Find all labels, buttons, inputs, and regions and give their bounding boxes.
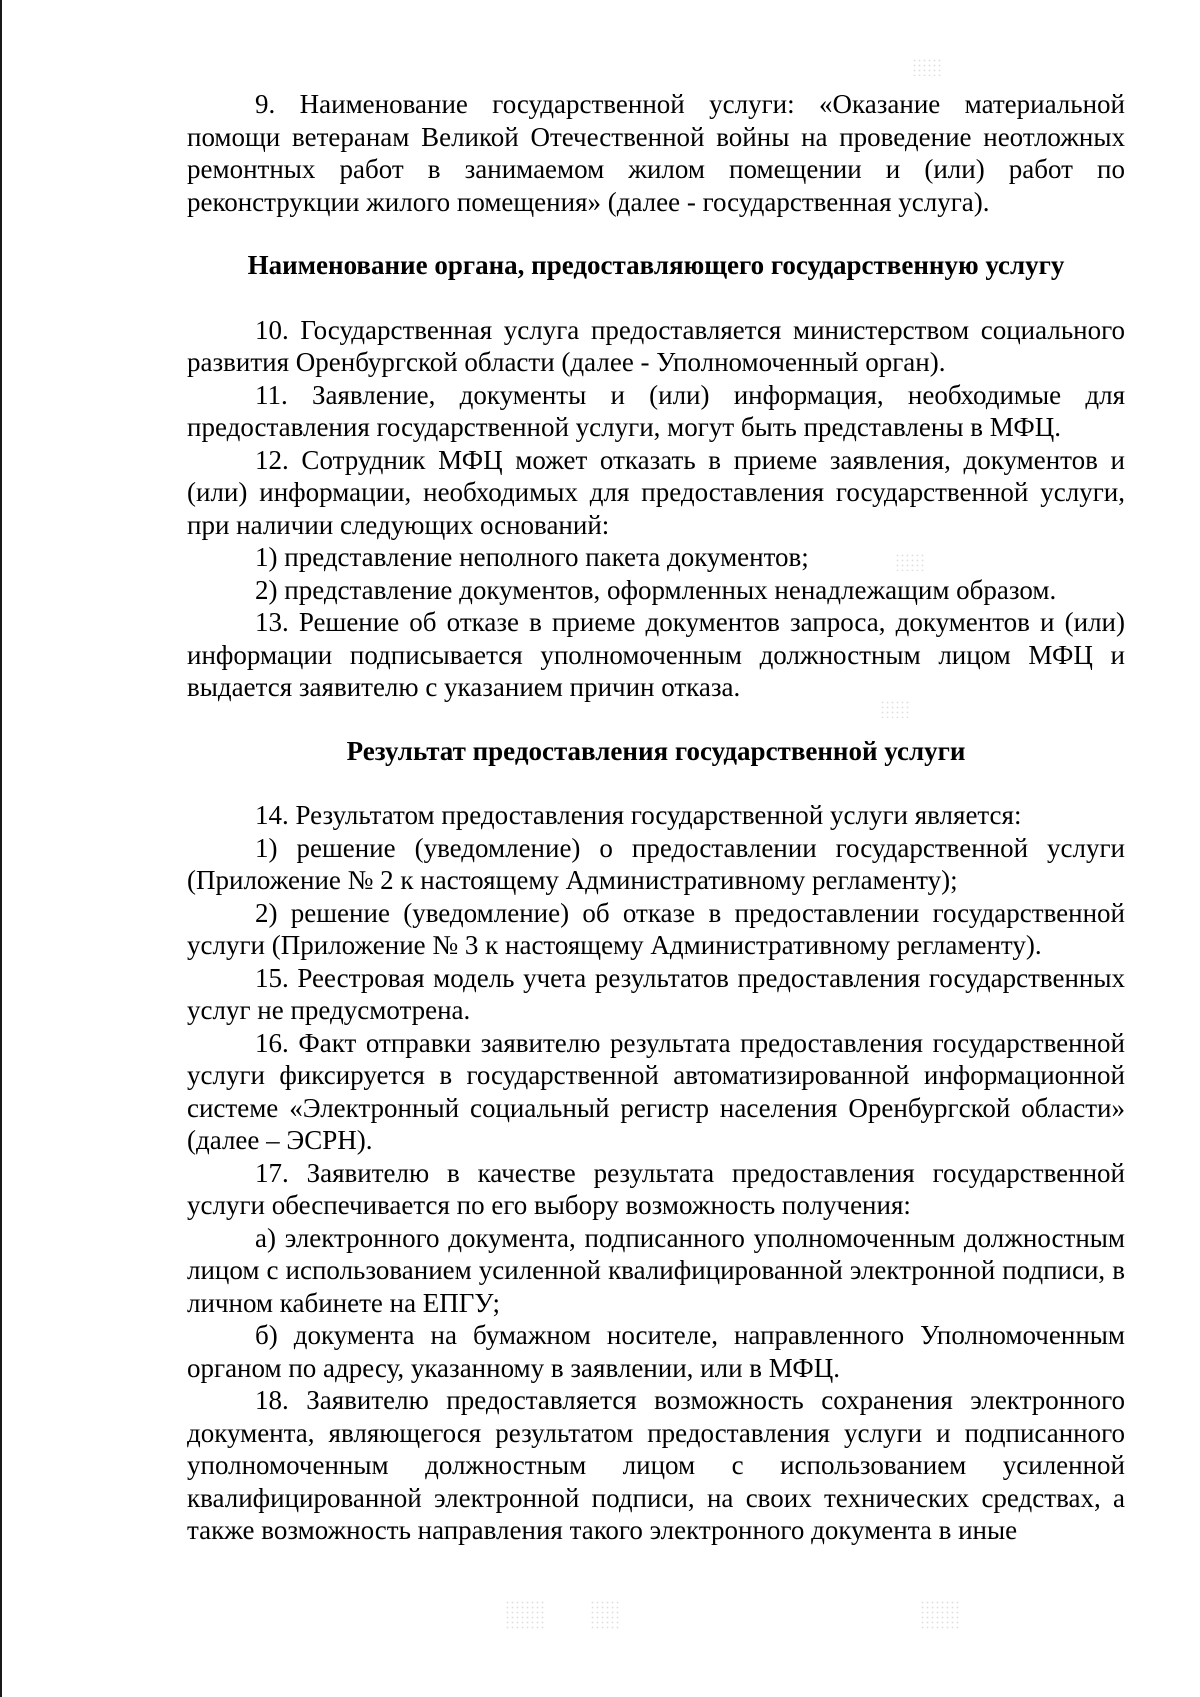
- scan-noise: [920, 1600, 960, 1630]
- paragraph-14-item-1: 1) решение (уведомление) о предоставлении государственной услуги (Приложение № 2 к настоящему Административному регламенту);: [187, 832, 1125, 895]
- paragraph-10: 10. Государственная услуга предоставляется министерством социального развития Оренбургской области (далее - Уполномоченный орган).: [187, 314, 1125, 377]
- document-body: [187, 88, 1125, 1547]
- paragraph-14: 14. Результатом предоставления государственной услуги является:: [255, 800, 1022, 830]
- paragraph-17: 17. Заявителю в качестве результата предоставления государственной услуги обеспечивается по его выбору возможность получения:: [187, 1157, 1125, 1220]
- paragraph-17-item-b: б) документа на бумажном носителе, направленного Уполномоченным органом по адресу, указанному в заявлении, или в МФЦ.: [187, 1320, 1125, 1383]
- scan-noise: [505, 1600, 545, 1630]
- paragraph-9: 9. Наименование государственной услуги: «Оказание материальной помощи ветеранам Великой Отечественной войны на проведение неотложных ремонтных работ в занимаемом жилом помещении и (или) работ по реконструкции жилого помещения» (далее - государственная услуга).: [187, 89, 1125, 217]
- paragraph-12-item-1: 1) представление неполного пакета документов;: [255, 542, 809, 572]
- section-heading-authority: Наименование органа, предоставляющего государственную услугу: [247, 250, 1065, 280]
- section-heading-result: Результат предоставления государственной услуги: [346, 735, 966, 766]
- paragraph-18: 18. Заявителю предоставляется возможность сохранения электронного документа, являющегося результатом предоставления услуги и подписанного уполномоченным должностным лицом с использованием усиленной квалифицированной электронной подписи, на своих технических средствах, а также возможность направления такого электронного документа в иные: [187, 1385, 1125, 1545]
- paragraph-11: 11. Заявление, документы и (или) информация, необходимые для предоставления государственной услуги, могут быть представлены в МФЦ.: [187, 379, 1125, 442]
- paragraph-15: 15. Реестровая модель учета результатов предоставления государственных услуг не предусмотрена.: [187, 962, 1125, 1025]
- scan-noise: [912, 58, 942, 76]
- paragraph-12-item-2: 2) представление документов, оформленных ненадлежащим образом.: [255, 574, 1057, 605]
- paragraph-12: 12. Сотрудник МФЦ может отказать в приеме заявления, документов и (или) информации, необходимых для предоставления государственной услуги, при наличии следующих оснований:: [187, 444, 1125, 540]
- scan-left-edge: [0, 0, 2, 1697]
- paragraph-13: 13. Решение об отказе в приеме документов запроса, документов и (или) информации подписывается уполномоченным должностным лицом МФЦ и выдается заявителю с указанием причин отказа.: [187, 607, 1125, 702]
- paragraph-14-item-2: 2) решение (уведомление) об отказе в предоставлении государственной услуги (Приложение № 3 к настоящему Административному регламенту).: [187, 897, 1125, 960]
- scan-noise: [590, 1600, 620, 1630]
- paragraph-17-item-a: а) электронного документа, подписанного уполномоченным должностным лицом с использованием усиленной квалифицированной электронной подписи, в личном кабинете на ЕПГУ;: [187, 1222, 1125, 1318]
- paragraph-16: 16. Факт отправки заявителю результата предоставления государственной услуги фиксируется в государственной автоматизированной информационной системе «Электронный социальный регистр населения Оренбургской области» (далее – ЭСРН).: [187, 1027, 1125, 1155]
